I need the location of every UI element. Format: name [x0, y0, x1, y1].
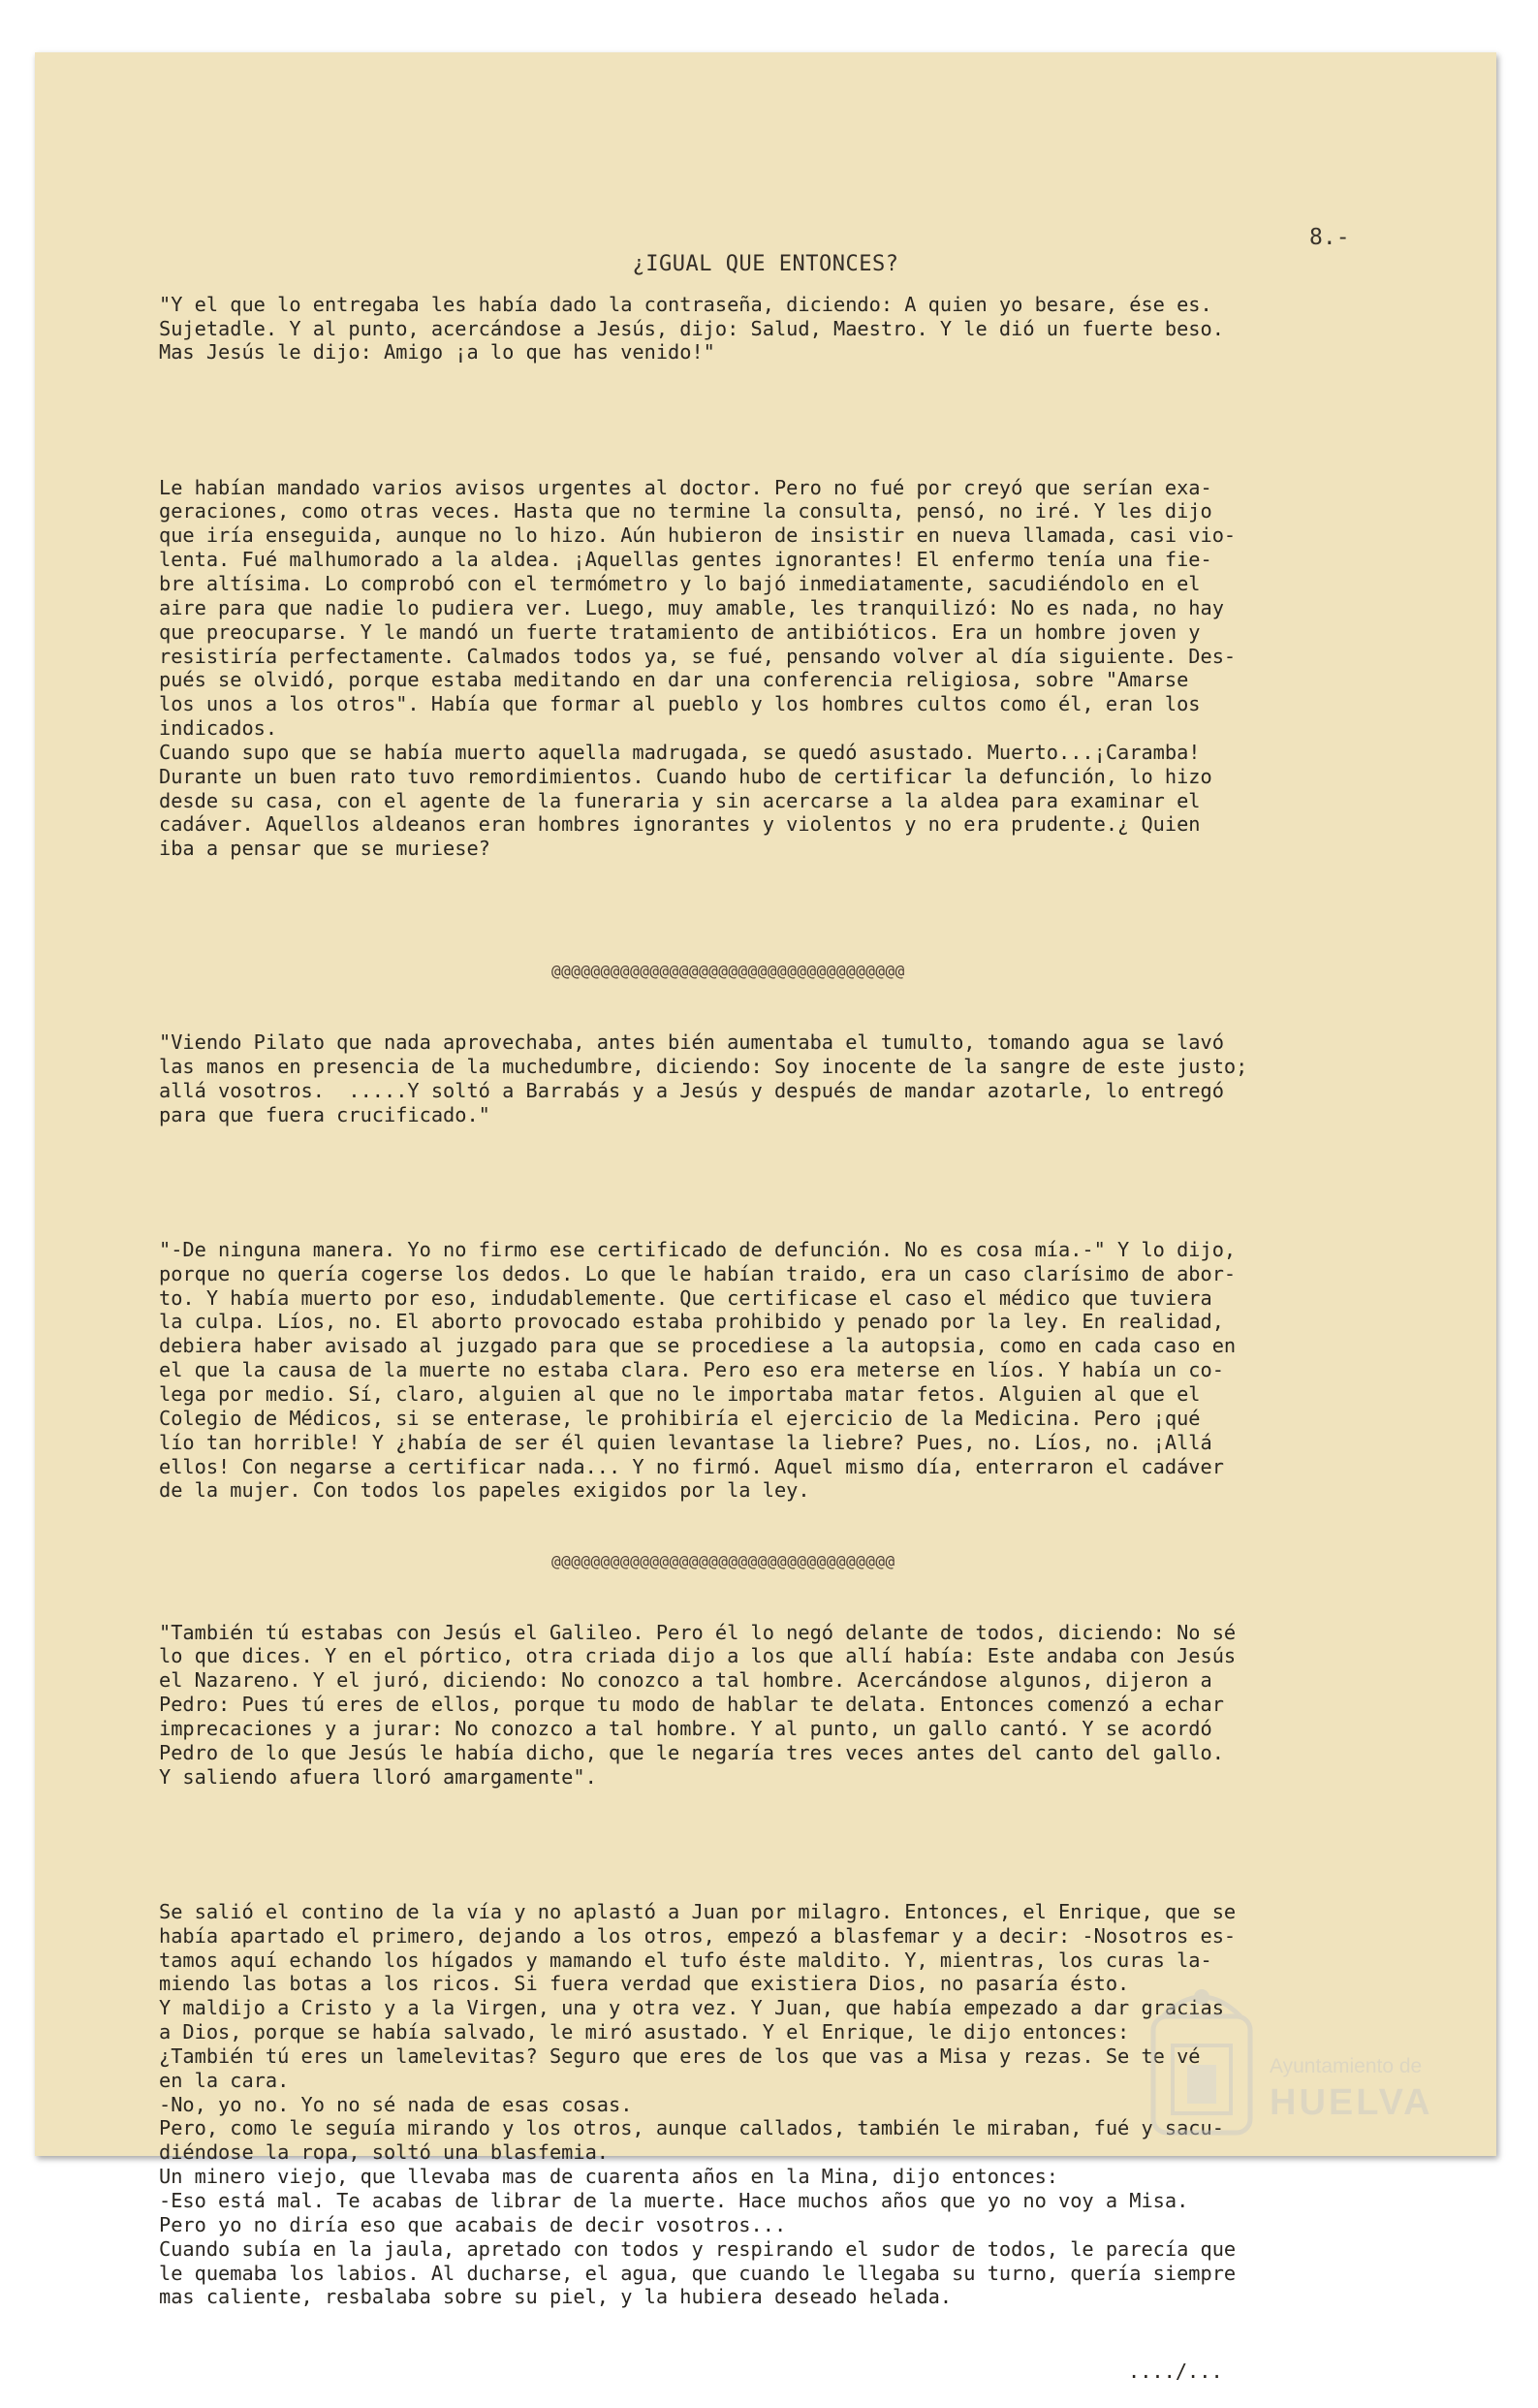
certificate-refusal-paragraph: "-De ninguna manera. Yo no firmo ese certificado de defunción. No es cosa mía.-" Y lo dijo, porque no quería cogerse los dedos. Lo que le habían traido, era un caso clarísimo de abor- to. Y había muerto por eso, indudablemente. Que certificase el caso el médico que tuviera la culpa. Líos, no. El aborto provocado estaba prohibido y penado por la ley. En realidad, debiera haber avisado al juzgado para que se procediese a la autopsia, como en cada caso en el que la causa de la muerte no estaba clara. Pero eso era meterse en líos. Y había un co- lega por medio. Sí, claro, alguien al que no le importaba matar fetos. Alguien al que el Colegio de Médicos, si se enterase, le prohibiría el ejercicio de la Medicina. Pero ¡qué lío tan horrible! Y ¿había de ser él quien levantase la liebre? Pues, no. Líos, no. ¡Allá ellos! Con negarse a certificar nada... Y no firmó. Aquel mismo día, enterraron el cadáver de la mujer. Con todos los papeles exigidos por la ley.	[159, 1237, 1237, 1503]
gospel-quote-peter: "También tú estabas con Jesús el Galileo. Pero él lo negó delante de todos, diciendo: No sé lo que dices. Y en el pórtico, otra criada dijo a los que allí había: Este andaba con Jesús el Nazareno. Y el juró, diciendo: No conozco a tal hombre. Acercándose algunos, dijeron a Pedro: Pues tú eres de ellos, porque tu modo de hablar te delata. Entonces comenzó a echar imprecaciones y a jurar: No conozco a tal hombre. Y al punto, un gallo cantó. Y se acordó Pedro de lo que Jesús le había dicho, que le negaría tres veces antes del canto del gallo. Y saliendo afuera lloró amargamente".	[159, 1620, 1237, 1789]
page-number: 8.-	[1309, 225, 1350, 250]
mine-story-paragraph: Se salió el contino de la vía y no aplastó a Juan por milagro. Entonces, el Enrique, que se había apartado el primero, dejando a los otros, empezó a blasfemar y a decir: -Nosotros es- tamos aquí echando los hígados y mamando el tufo éste maldito. Y, mientras, los curas la- miendo las botas a los ricos. Si fuera verdad que existiera Dios, no pasaría ésto. Y maldijo a Cristo y a la Virgen, una y otra vez. Y Juan, que había empezado a dar gracias a Dios, porque se había salvado, le miró asustado. Y el Enrique, le dijo entonces: ¿También tú eres un lamelevitas? Seguro que eres de los que vas a Misa y rezas. Se te vé en la cara. -No, yo no. Yo no sé nada de esas cosas. Pero, como le seguía mirando y los otros, aunque callados, también le miraban, fué y sacu- diéndose la ropa, soltó una blasfemia. Un minero viejo, que llevaba mas de cuarenta años en la Mina, dijo entonces: -Eso está mal. Te acabas de librar de la muerte. Hace muchos años que yo no voy a Misa. Pero yo no diría eso que acabais de decir vosotros... Cuando subía en la jaula, apretado con todos y respirando el sudor de todos, le parecía que le quemaba los labios. Al ducharse, el agua, que cuando le llegaba su turno, quería siempre mas caliente, resbalaba sobre su piel, y la hubiera deseado helada.	[159, 1899, 1237, 2309]
crest-icon	[1144, 1978, 1260, 2142]
gospel-quote-kiss: "Y el que lo entregaba les había dado la contraseña, diciendo: A quien yo besare, ése es. Sujetadle. Y al punto, acercándose a Jesús, dijo: Salud, Maestro. Y le dió un fuerte beso. Mas Jesús le dijo: Amigo ¡a lo que has venido!"	[159, 292, 1224, 364]
ornament-divider: @@@@@@@@@@@@@@@@@@@@@@@@@@@@@@@@@@@	[551, 1551, 895, 1570]
ornament-divider: @@@@@@@@@@@@@@@@@@@@@@@@@@@@@@@@@@@@	[551, 962, 905, 981]
doctor-story-paragraph: Le habían mandado varios avisos urgentes al doctor. Pero no fué por creyó que serían exa- geraciones, como otras veces. Hasta que no termine la consulta, pensó, no iré. Y les dijo que iría enseguida, aunque no lo hizo. Aún hubieron de insistir en nueva llamada, casi vio- lenta. Fué malhumorado a la aldea. ¡Aquellas gentes ignorantes! El enfermo tenía una fie- bre altísima. Lo comprobó con el termómetro y lo bajó inmediatamente, sacudiéndolo en el aire para que nadie lo pudiera ver. Luego, muy amable, les tranquilizó: No es nada, no hay que preocuparse. Y le mandó un fuerte tratamiento de antibióticos. Era un hombre joven y resistiría perfectamente. Calmados todos ya, se fué, pensando volver al día siguiente. Des- pués se olvidó, porque estaba meditando en dar una conferencia religiosa, sobre "Amarse los unos a los otros". Había que formar al pueblo y los hombres cultos como él, eran los indicados. Cuando supo que se había muerto aquella madrugada, se quedó asustado. Muerto...¡Caramba! Durante un buen rato tuvo remordimientos. Cuando hubo de certificar la defunción, lo hizo desde su casa, con el agente de la funeraria y sin acercarse a la aldea para examinar el cadáver. Aquellos aldeanos eran hombres ignorantes y violentos y no era prudente.¿ Quien iba a pensar que se muriese?	[159, 475, 1237, 861]
continuation-mark: ..../...	[1128, 2359, 1223, 2383]
gospel-quote-pilate: "Viendo Pilato que nada aprovechaba, antes bién aumentaba el tumulto, tomando agua se lavó las manos en presencia de la muchedumbre, diciendo: Soy inocente de la sangre de este justo; allá vosotros. .....Y soltó a Barrabás y a Jesús y después de mandar azotarle, lo entregó para que fuera crucificado."	[159, 1030, 1248, 1126]
page-title: ¿IGUAL QUE ENTONCES?	[632, 252, 899, 276]
watermark-line-2: HUELVA	[1270, 2082, 1433, 2123]
watermark-line-1: Ayuntamiento de	[1270, 2055, 1423, 2077]
city-council-watermark	[1144, 1978, 1492, 2142]
